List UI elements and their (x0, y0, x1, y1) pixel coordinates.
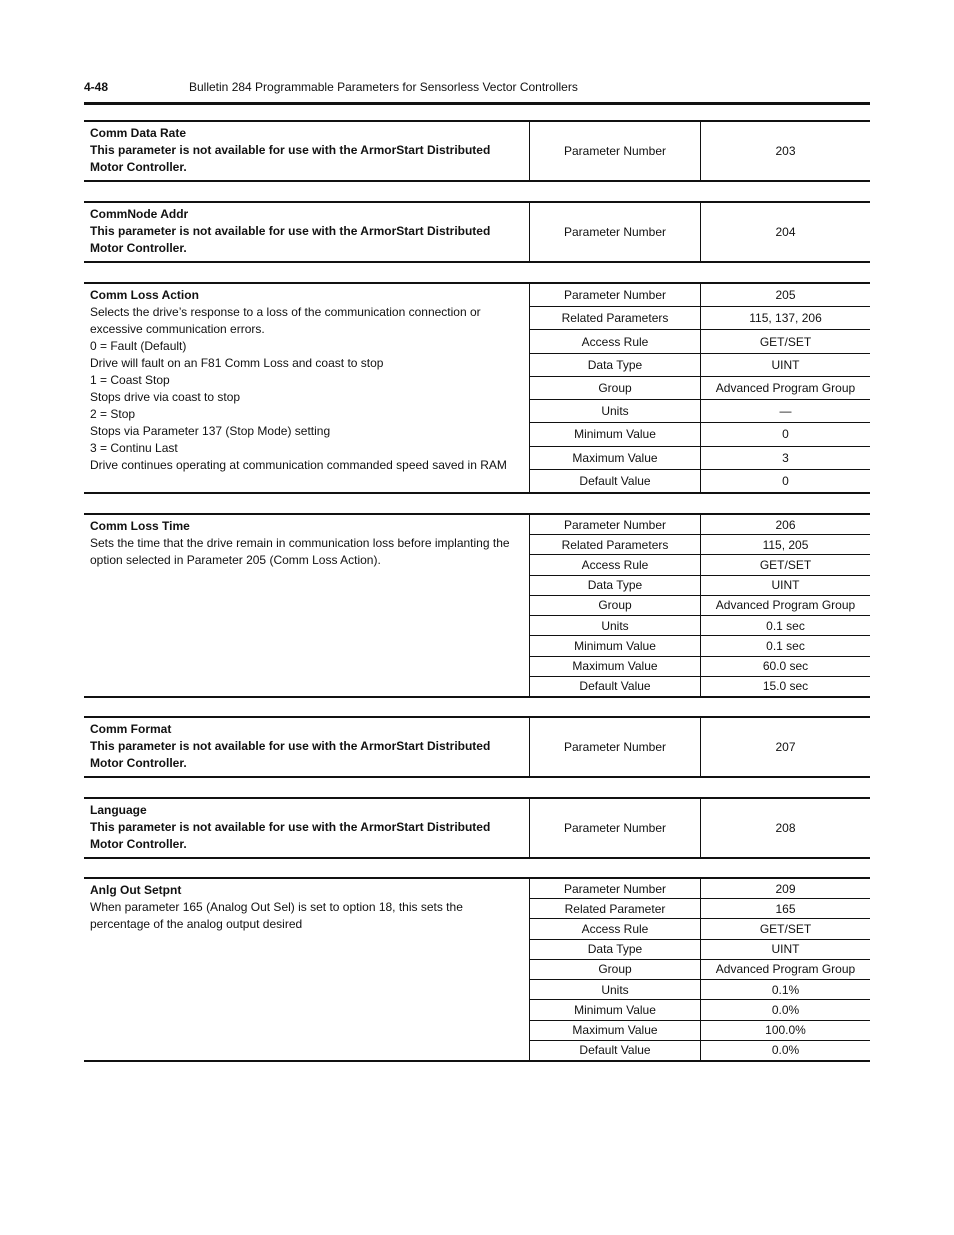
attribute-row-group (530, 596, 870, 616)
param-description (84, 718, 529, 776)
attribute-row-parameter-number (530, 879, 870, 899)
page-header (84, 80, 870, 102)
param-name: CommNode Addr (90, 207, 189, 221)
param-name: Language (90, 803, 147, 817)
attribute-value: UINT (771, 942, 800, 957)
attribute-label: Access Rule (530, 555, 701, 574)
attribute-value: — (779, 404, 792, 419)
attribute-row-data-type (530, 576, 870, 596)
attribute-row-data-type (530, 354, 870, 377)
attribute-label: Maximum Value (530, 447, 701, 469)
attribute-value: 203 (775, 144, 796, 158)
param-attributes-table (529, 203, 870, 261)
attribute-row-parameter-number (530, 799, 870, 857)
attribute-value: Advanced Program Group (715, 962, 856, 977)
param-block-comm-format (84, 716, 870, 778)
param-name: Anlg Out Setpnt (90, 883, 182, 897)
attribute-label: Group (530, 596, 701, 615)
attribute-label: Minimum Value (530, 423, 701, 445)
param-note: This parameter is not available for use with the ArmorStart Distributed Motor Controller. (90, 143, 491, 174)
attribute-row-related-parameters (530, 535, 870, 555)
attribute-label: Units (530, 400, 701, 422)
attribute-label: Default Value (530, 677, 701, 696)
param-block-commnode-addr (84, 201, 870, 263)
attribute-row-parameter-number (530, 284, 870, 307)
attribute-value: 0.1 sec (766, 618, 805, 633)
attribute-label: Parameter Number (530, 718, 701, 776)
param-description-line: Drive continues operating at communication commanded speed saved in RAM (90, 458, 507, 472)
page-number: 4-48 (84, 80, 109, 94)
attribute-value: Advanced Program Group (715, 598, 856, 613)
attribute-label: Maximum Value (530, 1021, 701, 1040)
attribute-label: Access Rule (530, 919, 701, 938)
attribute-label: Parameter Number (530, 284, 701, 306)
param-attributes-table (529, 284, 870, 492)
attribute-row-access-rule (530, 330, 870, 353)
attribute-value: 204 (775, 225, 796, 239)
attribute-label: Group (530, 960, 701, 979)
attribute-value: 0.1% (771, 982, 800, 997)
param-description-line: Selects the drive’s response to a loss of the communication connection or excessive communication errors. (90, 305, 481, 336)
attribute-row-parameter-number (530, 718, 870, 776)
attribute-row-parameter-number (530, 122, 870, 180)
attribute-row-default-value (530, 470, 870, 492)
attribute-value: UINT (771, 578, 800, 593)
param-block-comm-loss-time (84, 513, 870, 698)
attribute-row-units (530, 616, 870, 636)
attribute-label: Parameter Number (530, 122, 701, 180)
attribute-label: Access Rule (530, 330, 701, 352)
param-name: Comm Loss Action (90, 288, 199, 302)
param-description (84, 515, 529, 696)
attribute-row-related-parameters (530, 307, 870, 330)
attribute-label: Default Value (530, 1041, 701, 1060)
attribute-value: 0.1 sec (766, 638, 805, 653)
param-note: This parameter is not available for use with the ArmorStart Distributed Motor Controller. (90, 224, 491, 255)
param-description-line: 3 = Continu Last (90, 441, 178, 455)
attribute-value: GET/SET (759, 558, 812, 573)
attribute-label: Data Type (530, 940, 701, 959)
attribute-value: 0 (782, 427, 789, 442)
attribute-value: 207 (775, 740, 796, 754)
param-description-line: Sets the time that the drive remain in communication loss before implanting the option selected in Parameter 205 (Comm Loss Action). (90, 536, 510, 567)
attribute-row-data-type (530, 940, 870, 960)
attribute-value: 60.0 sec (762, 659, 809, 674)
param-attributes-table (529, 799, 870, 857)
param-description-line: Stops via Parameter 137 (Stop Mode) setting (90, 424, 331, 438)
param-block-comm-data-rate (84, 120, 870, 182)
param-note: This parameter is not available for use with the ArmorStart Distributed Motor Controller. (90, 739, 491, 770)
attribute-value: 15.0 sec (762, 679, 809, 694)
param-attributes-table (529, 122, 870, 180)
param-block-language (84, 797, 870, 859)
param-block-comm-loss-action (84, 282, 870, 494)
param-attributes-table (529, 515, 870, 696)
attribute-label: Units (530, 616, 701, 635)
attribute-value: 3 (782, 450, 789, 465)
attribute-row-default-value (530, 677, 870, 696)
attribute-label: Parameter Number (530, 203, 701, 261)
param-description-line: When parameter 165 (Analog Out Sel) is set to option 18, this sets the percentage of the analog output desired (90, 900, 463, 931)
attribute-value: UINT (771, 357, 800, 372)
attribute-value: 115, 205 (762, 537, 809, 552)
attribute-row-access-rule (530, 919, 870, 939)
attribute-row-group (530, 377, 870, 400)
attribute-value: 0 (782, 473, 789, 488)
attribute-row-units (530, 400, 870, 423)
attribute-label: Units (530, 980, 701, 999)
attribute-row-parameter-number (530, 515, 870, 535)
param-description (84, 284, 529, 492)
attribute-label: Default Value (530, 470, 701, 492)
attribute-value: GET/SET (759, 922, 812, 937)
attribute-value: 208 (775, 821, 796, 835)
attribute-label: Maximum Value (530, 657, 701, 676)
param-description (84, 203, 529, 261)
attribute-row-maximum-value (530, 447, 870, 470)
attribute-label: Minimum Value (530, 636, 701, 655)
attribute-value: Advanced Program Group (715, 380, 856, 395)
attribute-value: 0.0% (771, 1043, 800, 1058)
attribute-row-minimum-value (530, 423, 870, 446)
attribute-value: 206 (775, 517, 796, 532)
param-description-line: 1 = Coast Stop (90, 373, 170, 387)
attribute-value: 0.0% (771, 1002, 800, 1017)
param-block-anlg-out-setpnt (84, 877, 870, 1062)
attribute-value: 165 (775, 901, 796, 916)
param-name: Comm Format (90, 722, 172, 736)
attribute-value: 100.0% (765, 1023, 806, 1038)
attribute-label: Data Type (530, 576, 701, 595)
attribute-value: GET/SET (759, 334, 812, 349)
attribute-label: Parameter Number (530, 799, 701, 857)
param-description-line: Drive will fault on an F81 Comm Loss and coast to stop (90, 356, 384, 370)
param-description-line: Stops drive via coast to stop (90, 390, 241, 404)
param-name: Comm Data Rate (90, 126, 187, 140)
attribute-row-access-rule (530, 555, 870, 575)
attribute-label: Data Type (530, 354, 701, 376)
param-attributes-table (529, 718, 870, 776)
attribute-row-parameter-number (530, 203, 870, 261)
page-title: Bulletin 284 Programmable Parameters for Sensorless Vector Controllers (189, 80, 578, 94)
attribute-value: 115, 137, 206 (749, 311, 822, 326)
param-description (84, 122, 529, 180)
attribute-label: Related Parameters (530, 535, 701, 554)
attribute-value: 209 (775, 881, 796, 896)
attribute-row-maximum-value (530, 657, 870, 677)
param-description-line: 0 = Fault (Default) (90, 339, 187, 353)
attribute-value: 205 (775, 288, 796, 303)
header-rule (84, 102, 870, 105)
attribute-row-units (530, 980, 870, 1000)
param-name: Comm Loss Time (90, 519, 190, 533)
attribute-row-related-parameter (530, 899, 870, 919)
attribute-label: Related Parameter (530, 899, 701, 918)
attribute-row-group (530, 960, 870, 980)
attribute-row-maximum-value (530, 1021, 870, 1041)
attribute-row-minimum-value (530, 1000, 870, 1020)
param-description (84, 879, 529, 1060)
attribute-label: Parameter Number (530, 879, 701, 898)
param-attributes-table (529, 879, 870, 1060)
attribute-row-minimum-value (530, 636, 870, 656)
attribute-label: Parameter Number (530, 515, 701, 534)
attribute-label: Minimum Value (530, 1000, 701, 1019)
attribute-label: Group (530, 377, 701, 399)
param-note: This parameter is not available for use with the ArmorStart Distributed Motor Controller. (90, 820, 491, 851)
param-description (84, 799, 529, 857)
attribute-label: Related Parameters (530, 307, 701, 329)
attribute-row-default-value (530, 1041, 870, 1060)
param-description-line: 2 = Stop (90, 407, 136, 421)
